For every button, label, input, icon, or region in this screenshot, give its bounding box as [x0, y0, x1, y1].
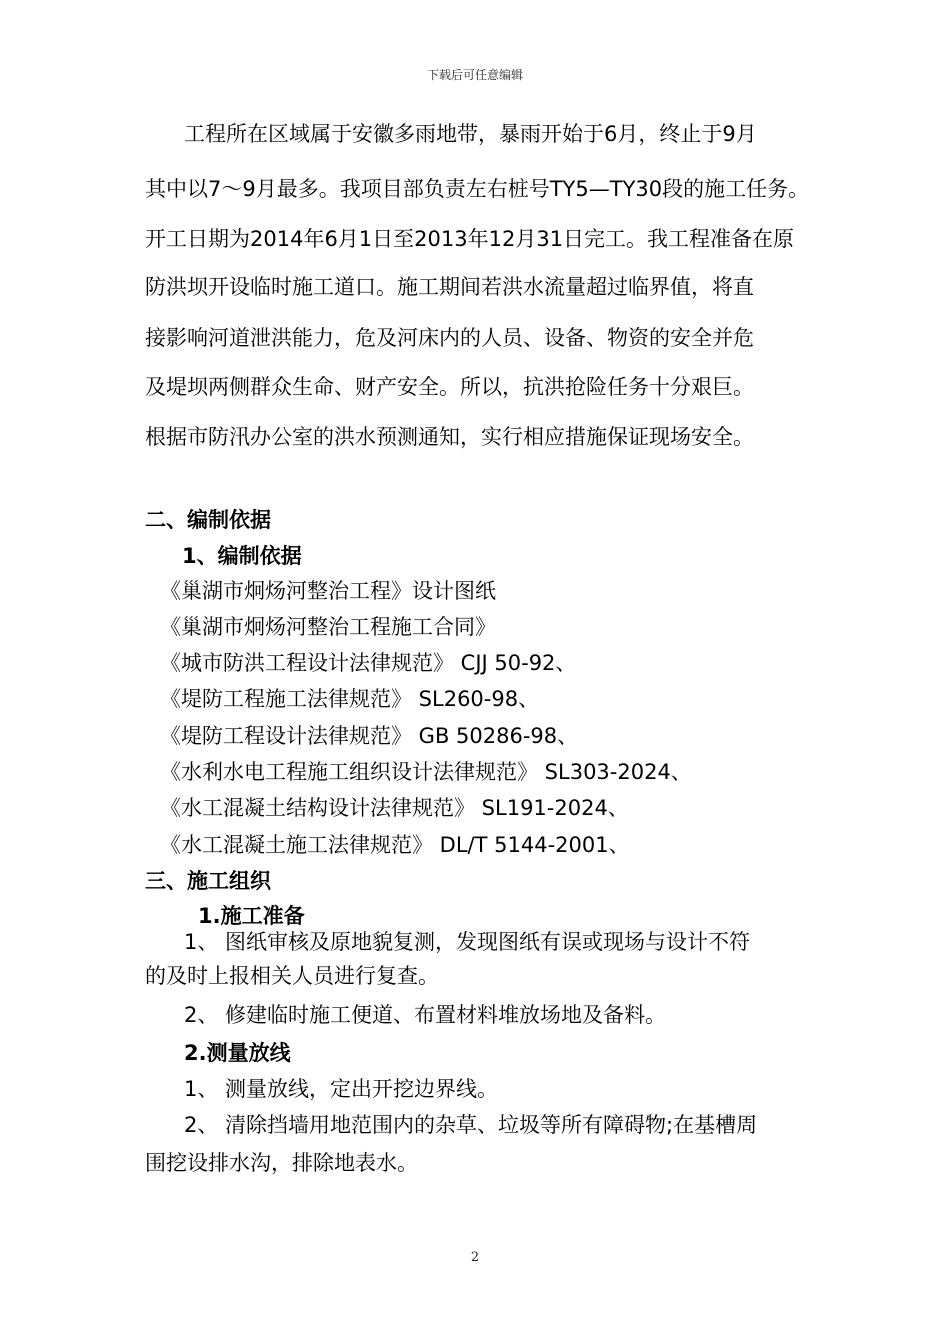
page-number: 2: [470, 1250, 480, 1265]
step-line: 2、 清除挡墙用地范围内的杂草、垃圾等所有障碍物;在基槽周: [184, 1113, 758, 1137]
reference-item: 《水工混凝土施工法律规范》 DL/T 5144-2001、: [160, 833, 630, 857]
intro-line: 根据市防汛办公室的洪水预测通知，实行相应措施保证现场安全。: [145, 425, 754, 449]
reference-item: 《巢湖市炯炀河整治工程施工合同》: [160, 615, 496, 639]
intro-line: 及堤坝两侧群众生命、财产安全。所以，抗洪抢险任务十分艰巨。: [145, 375, 754, 399]
intro-line: 接影响河道泄洪能力，危及河床内的人员、设备、物资的安全并危: [145, 326, 754, 350]
subsection-heading: 1、编制依据: [182, 544, 302, 568]
reference-item: 《堤防工程设计法律规范》 GB 50286-98、: [160, 724, 579, 748]
intro-line: 开工日期为2014年6月1日至2013年12月31日完工。我工程准备在原: [145, 227, 795, 251]
reference-item: 《水利水电工程施工组织设计法律规范》 SL303-2024、: [160, 760, 692, 784]
step-line: 1、 测量放线，定出开挖边界线。: [184, 1077, 499, 1101]
intro-line: 防洪坝开设临时施工道口。施工期间若洪水流量超过临界值，将直: [145, 275, 754, 299]
subsection-heading: 1.施工准备: [198, 904, 305, 928]
reference-item: 《城市防洪工程设计法律规范》 CJJ 50-92、: [160, 651, 577, 675]
section-heading: 二、编制依据: [145, 508, 271, 532]
reference-item: 《巢湖市炯炀河整治工程》设计图纸: [160, 579, 496, 603]
page-header: 下载后可任意编辑: [426, 68, 523, 82]
reference-item: 《水工混凝土结构设计法律规范》 SL191-2024、: [160, 796, 629, 820]
step-line: 的及时上报相关人员进行复查。: [145, 964, 439, 988]
subsection-heading: 2.测量放线: [184, 1041, 291, 1065]
step-line: 1、 图纸审核及原地貌复测，发现图纸有误或现场与设计不符: [184, 930, 751, 954]
intro-line: 工程所在区域属于安徽多雨地带，暴雨开始于6月，终止于9月: [184, 122, 757, 146]
step-line: 2、 修建临时施工便道、布置材料堆放场地及备料。: [184, 1003, 667, 1027]
section-heading: 三、施工组织: [145, 869, 271, 893]
reference-item: 《堤防工程施工法律规范》 SL260-98、: [160, 687, 540, 711]
step-line: 围挖设排水沟，排除地表水。: [145, 1151, 418, 1175]
intro-line: 其中以7～9月最多。我项目部负责左右桩号TY5—TY30段的施工任务。: [145, 177, 810, 201]
